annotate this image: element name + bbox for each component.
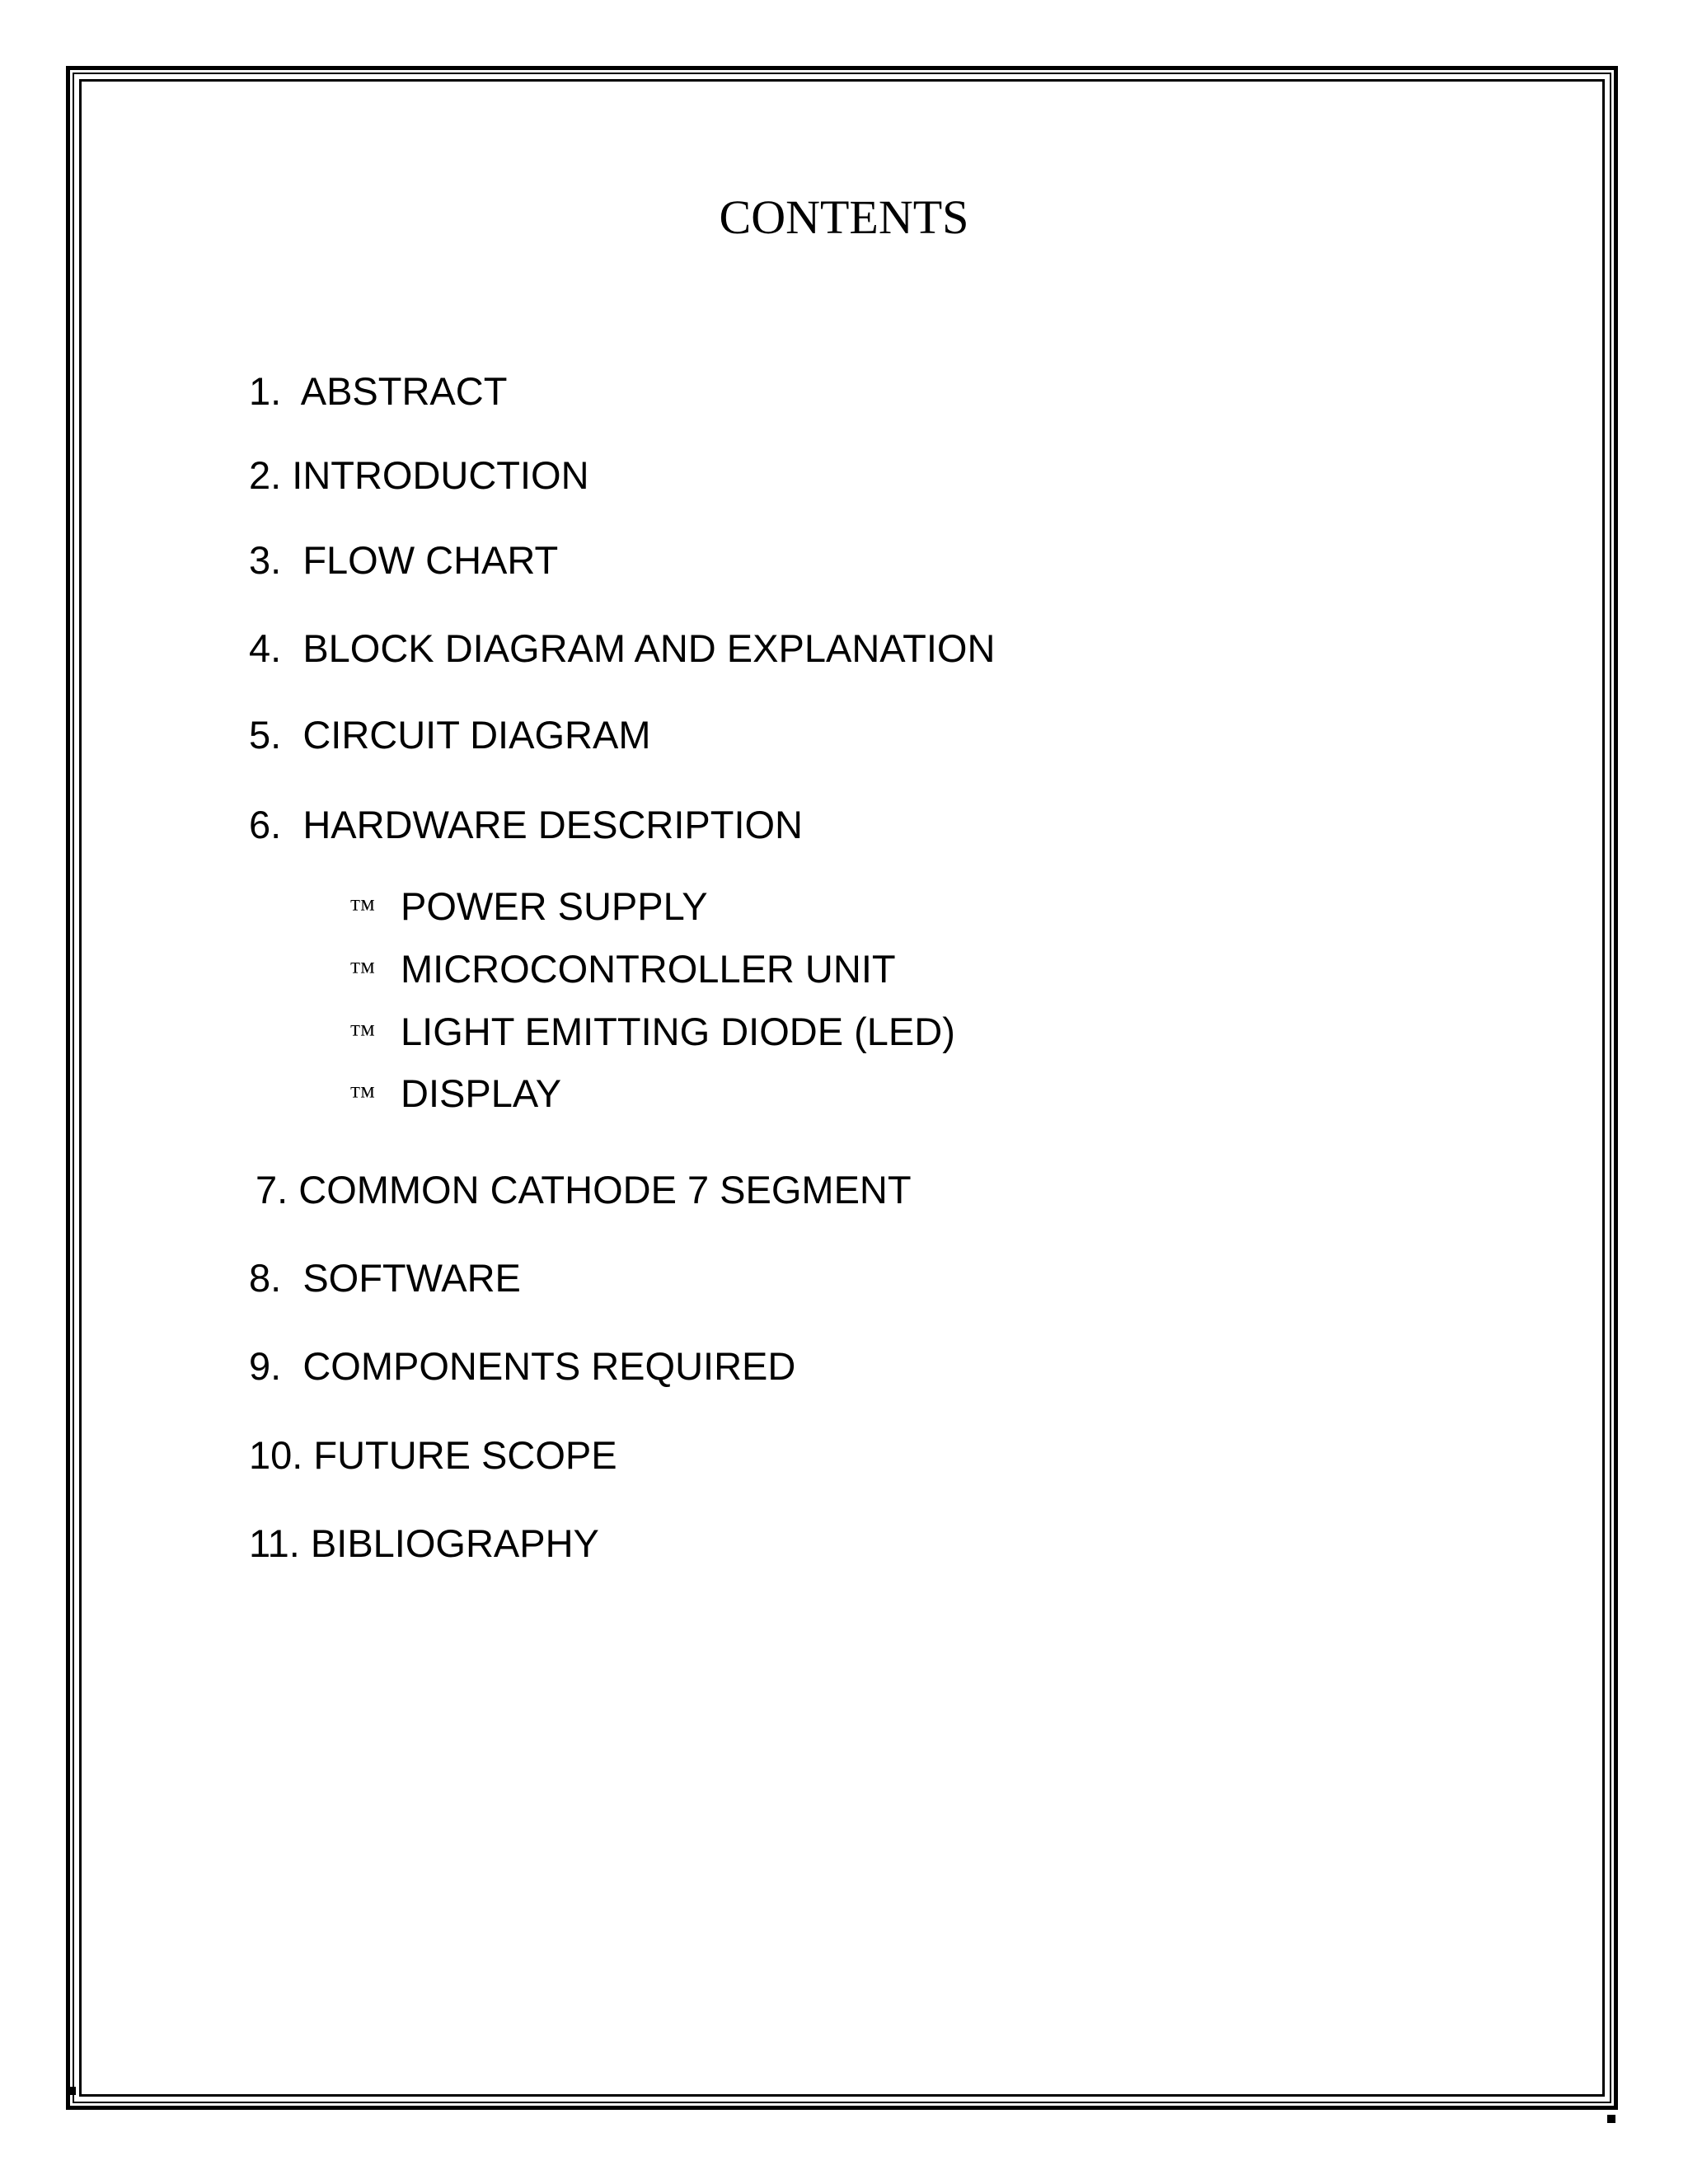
sub-list-item: MICROCONTROLLER UNIT — [401, 947, 896, 991]
toc-item: 9. COMPONENTS REQUIRED — [249, 1344, 796, 1388]
trademark-bullet-icon: ™ — [349, 1080, 376, 1110]
toc-item: 7. COMMON CATHODE 7 SEGMENT — [256, 1168, 912, 1212]
sub-list-item: LIGHT EMITTING DIODE (LED) — [401, 1010, 955, 1053]
toc-item: 2. INTRODUCTION — [249, 453, 589, 497]
page-title: CONTENTS — [719, 190, 969, 244]
sub-list-item: POWER SUPPLY — [401, 884, 708, 928]
corner-mark-bottom-right — [1607, 2115, 1615, 2123]
toc-item: 8. SOFTWARE — [249, 1256, 521, 1300]
toc-item: 5. CIRCUIT DIAGRAM — [249, 713, 651, 757]
trademark-bullet-icon: ™ — [349, 1019, 376, 1048]
toc-item: 6. HARDWARE DESCRIPTION — [249, 803, 803, 846]
toc-item: 11. BIBLIOGRAPHY — [249, 1521, 599, 1565]
sub-list-item: DISPLAY — [401, 1071, 562, 1115]
toc-item: 3. FLOW CHART — [249, 538, 559, 582]
toc-item: 10. FUTURE SCOPE — [249, 1433, 617, 1477]
toc-item: 1. ABSTRACT — [249, 369, 508, 413]
trademark-bullet-icon: ™ — [349, 956, 376, 986]
toc-item: 4. BLOCK DIAGRAM AND EXPLANATION — [249, 626, 996, 670]
trademark-bullet-icon: ™ — [349, 893, 376, 923]
corner-mark-bottom-left — [68, 2087, 76, 2095]
